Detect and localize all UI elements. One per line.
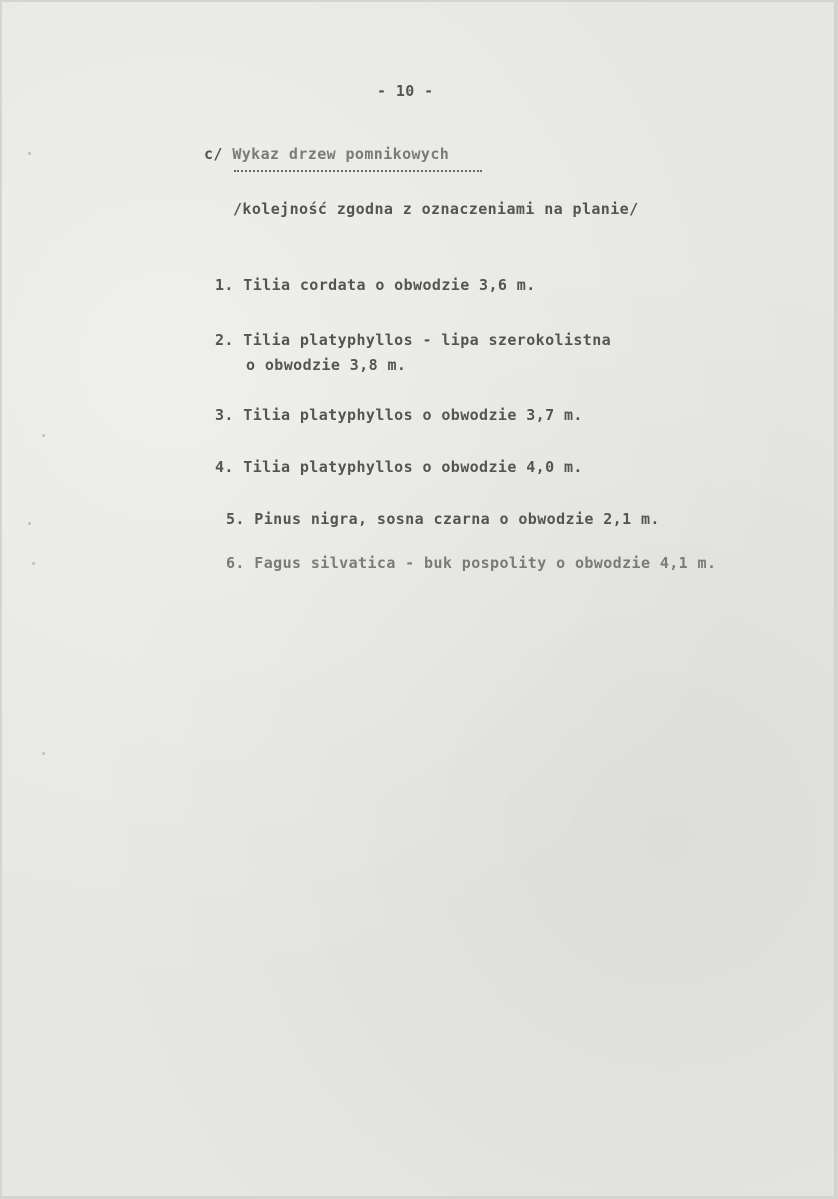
page-number: - 10 - <box>377 82 434 100</box>
list-item: 6. Fagus silvatica - buk pospolity o obwodzie 4,1 m. <box>226 554 717 572</box>
margin-speck <box>28 152 31 155</box>
section-marker: c/ <box>204 145 223 163</box>
list-item: 5. Pinus nigra, sosna czarna o obwodzie 2,1 m. <box>226 510 660 528</box>
heading-underline <box>234 170 482 172</box>
list-item-continuation: o obwodzie 3,8 m. <box>246 356 407 374</box>
list-item: 3. Tilia platyphyllos o obwodzie 3,7 m. <box>215 406 583 424</box>
section-title: Wykaz drzew pomnikowych <box>232 145 450 163</box>
list-item: 1. Tilia cordata o obwodzie 3,6 m. <box>215 276 536 294</box>
list-item: 4. Tilia platyphyllos o obwodzie 4,0 m. <box>215 458 583 476</box>
margin-speck <box>42 752 45 755</box>
margin-speck <box>42 434 45 437</box>
section-heading <box>204 147 449 162</box>
document-page <box>2 2 835 1196</box>
margin-speck <box>28 522 31 525</box>
margin-speck <box>32 562 35 565</box>
list-item: 2. Tilia platyphyllos - lipa szerokolistna <box>215 331 612 349</box>
ordering-note: /kolejność zgodna z oznaczeniami na planie/ <box>233 200 639 218</box>
